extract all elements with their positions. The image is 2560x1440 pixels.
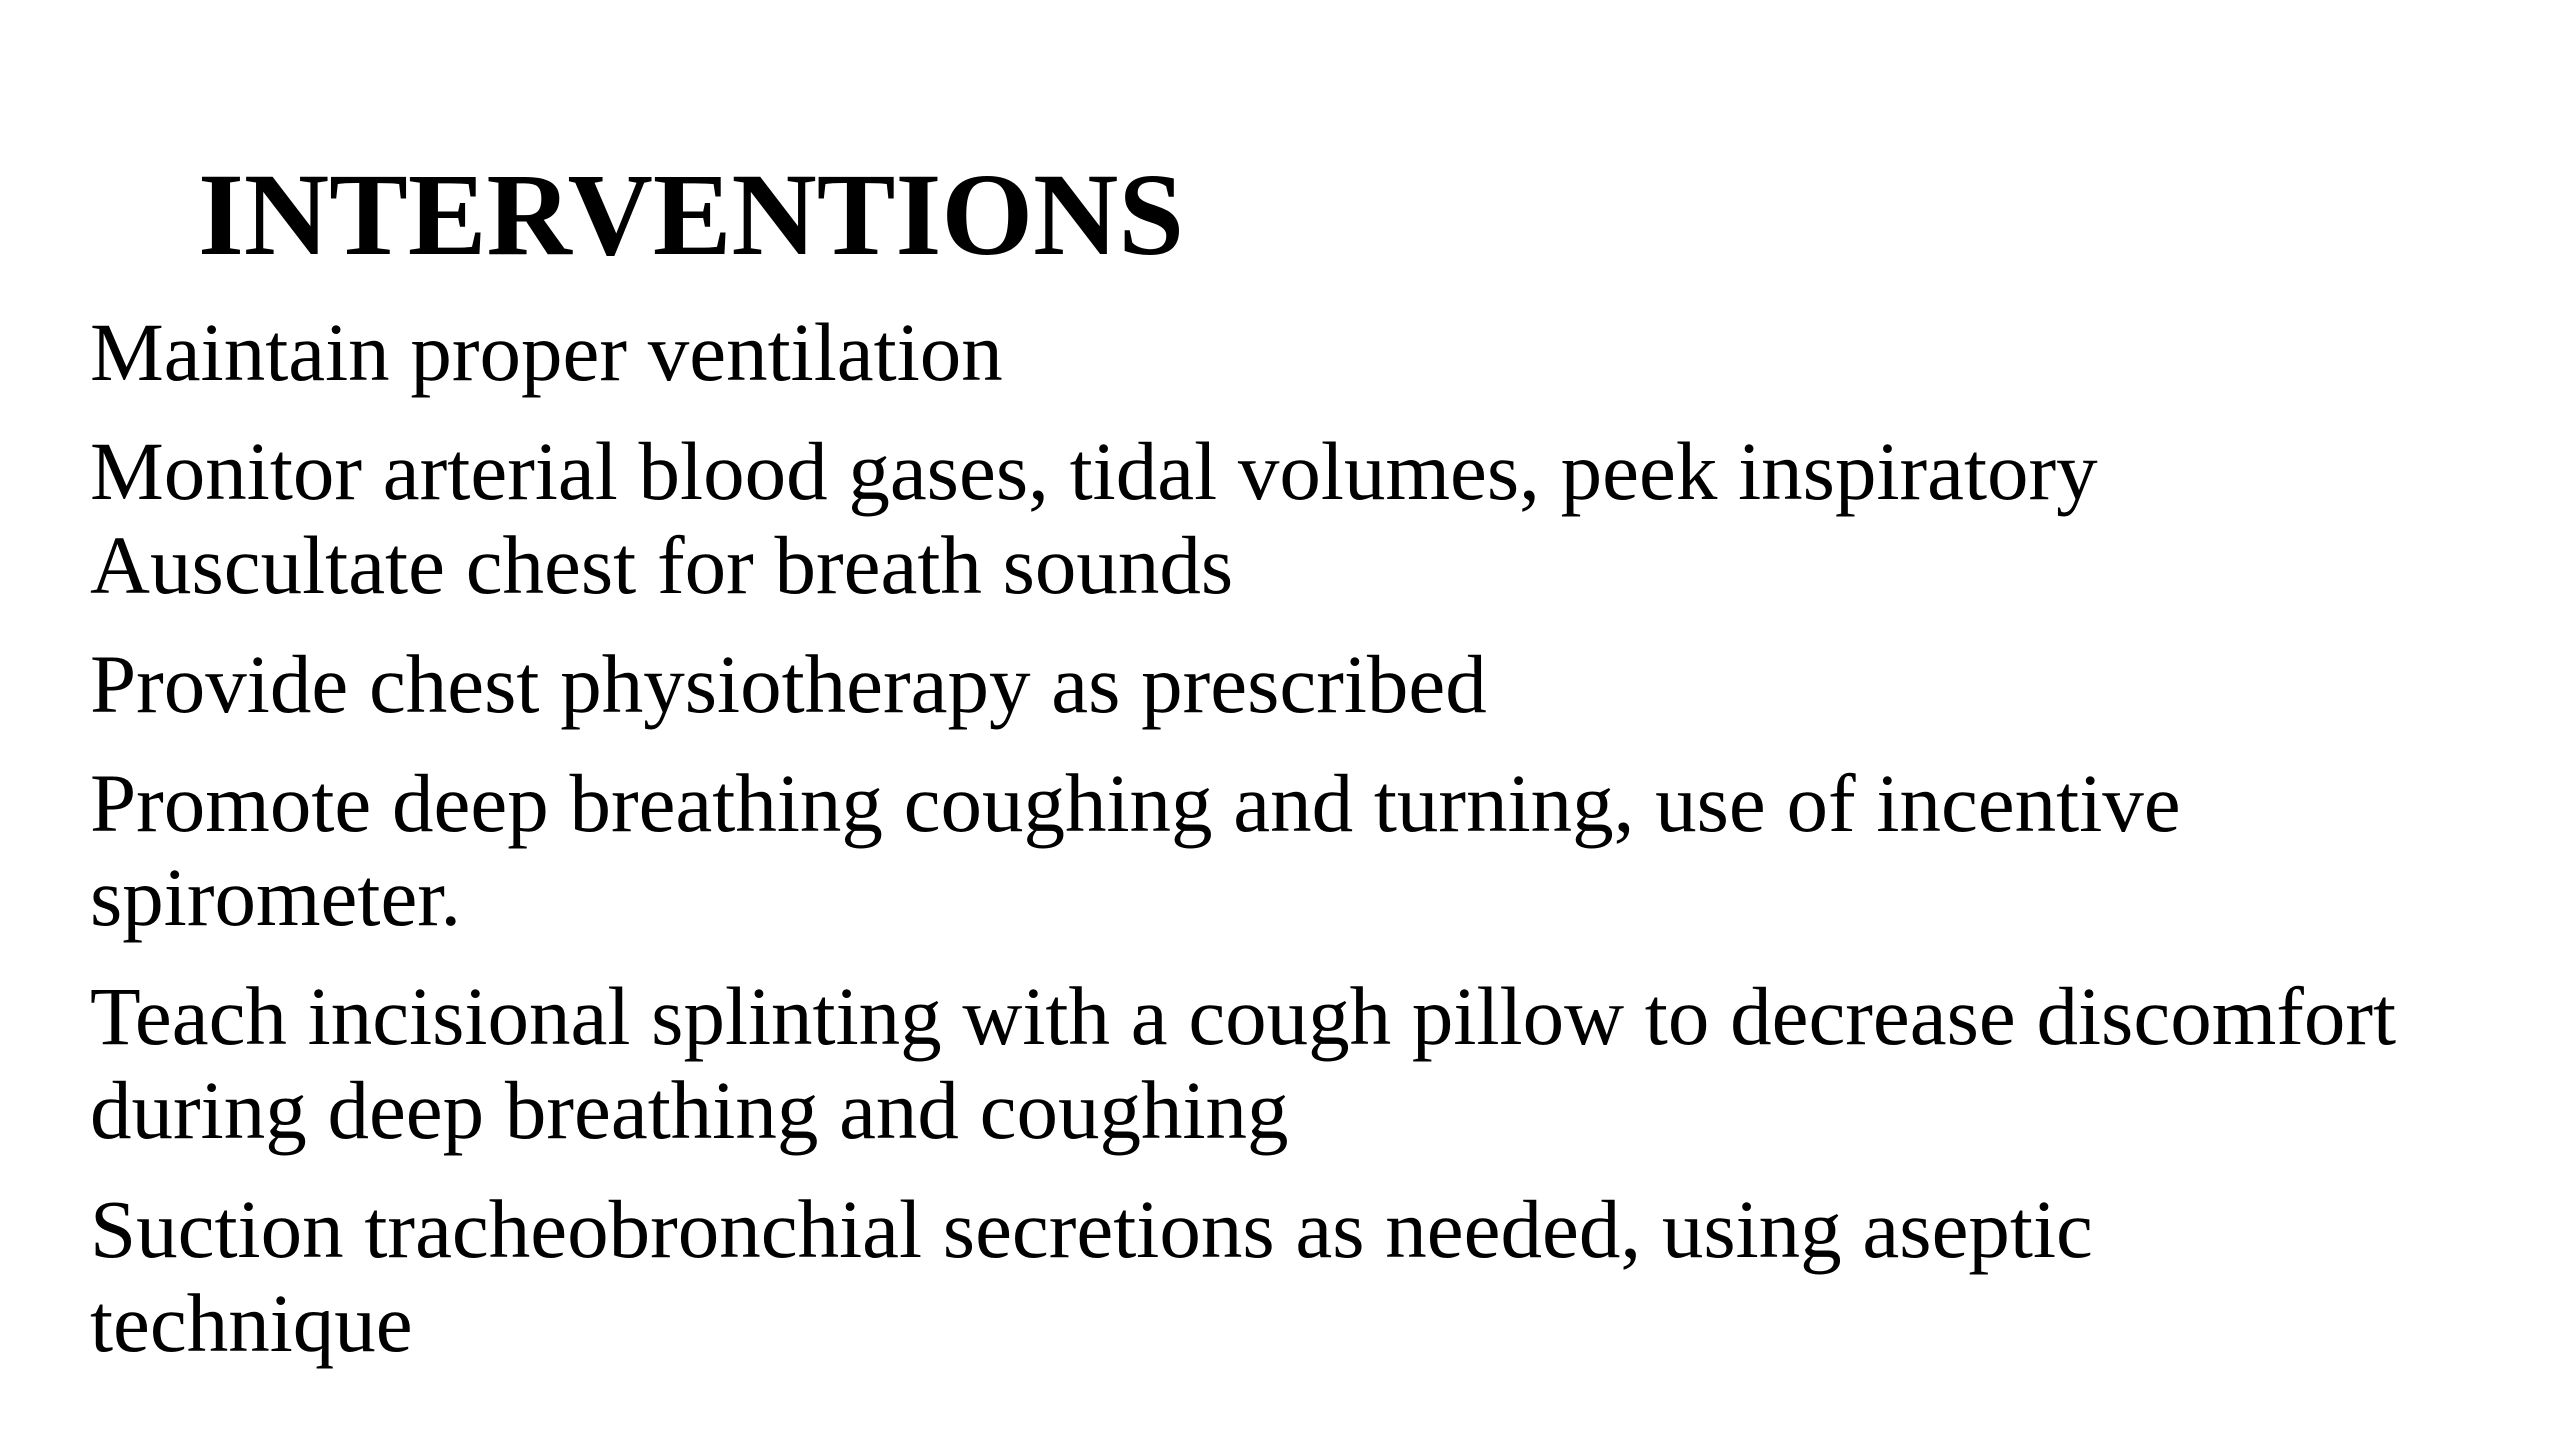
list-item-line: during deep breathing and coughing	[90, 1064, 1289, 1156]
list-item	[90, 424, 2530, 612]
list-item-line: Provide chest physiotherapy as prescribed	[90, 638, 1487, 730]
list-item-line: Promote deep breathing coughing and turning, use of incentive	[90, 757, 2181, 849]
list-item-line: Teach incisional splinting with a cough pillow to decrease discomfort	[90, 970, 2397, 1062]
list-item-line: technique	[90, 1277, 413, 1369]
list-item-line: Maintain proper ventilation	[90, 306, 1003, 398]
list-item-line: spirometer.	[90, 851, 462, 943]
list-item	[90, 637, 2530, 731]
list-item-line: Monitor arterial blood gases, tidal volumes, peek inspiratory	[90, 425, 2098, 517]
intervention-list	[90, 305, 2530, 1395]
list-item	[90, 756, 2530, 944]
list-item-line: Suction tracheobronchial secretions as needed, using aseptic	[90, 1183, 2093, 1275]
list-item	[90, 969, 2530, 1157]
list-item-line: Auscultate chest for breath sounds	[90, 519, 1234, 611]
list-item	[90, 1182, 2530, 1370]
slide-title: INTERVENTIONS	[198, 149, 1185, 280]
list-item	[90, 305, 2530, 399]
